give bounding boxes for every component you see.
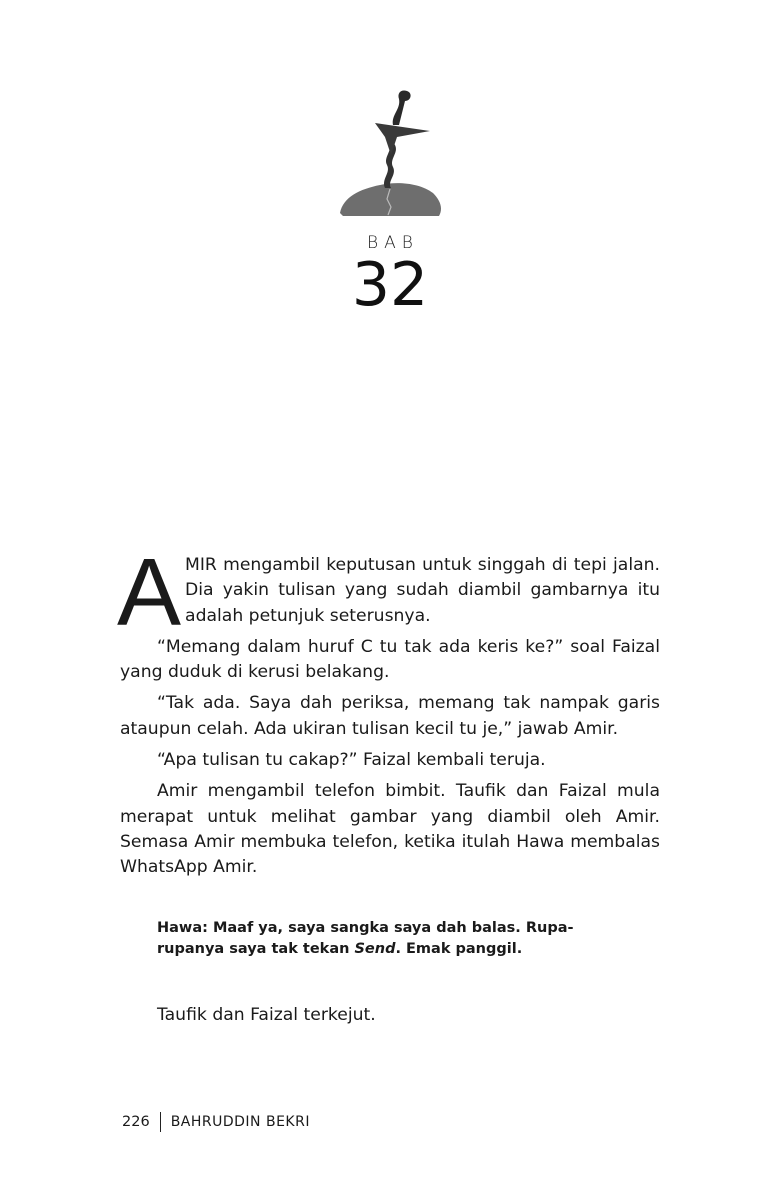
chapter-number: 32 [351,250,429,320]
drop-cap: A [117,539,182,646]
message-text: Hawa: Maaf ya, saya sangka saya dah balas. Rupa-rupanya saya tak tekan [157,920,574,957]
paragraph: “Apa tulisan tu cakap?” Faizal kembali teruja. [157,750,546,771]
paragraph: Amir mengambil telefon bimbit. Taufik dan Faizal mula merapat untuk melihat gambar yang diambil oleh Amir. Semasa Amir membuka telefon, ketika itulah Hawa membalas WhatsApp Amir. [120,781,660,878]
footer-divider [160,1112,161,1132]
paragraph: “Tak ada. Saya dah periksa, memang tak nampak garis ataupun celah. Ada ukiran tulisan kecil tu je,” jawab Amir. [120,693,660,739]
paragraph-text: MIR mengambil keputusan untuk singgah di tepi jalan. Dia yakin tulisan yang sudah diambil gambarnya itu adalah petunjuk seterusnya. [185,555,660,626]
page-number: 226 [122,1114,150,1130]
whatsapp-message [157,918,623,960]
paragraph [117,539,660,646]
paragraph: Taufik dan Faizal terkejut. [157,1005,376,1025]
message-italic: Send [354,941,396,957]
page-footer [122,1112,310,1132]
author-name: BAHRUDDIN BEKRI [170,1114,310,1130]
paragraph: “Memang dalam huruf C tu tak ada keris ke?” soal Faizal yang duduk di kerusi belakang. [120,636,660,683]
chapter-body [117,539,660,887]
message-text-end: . Emak panggil. [395,941,523,957]
keris-stone-emblem [335,85,445,220]
chapter-label: BAB [367,233,419,253]
